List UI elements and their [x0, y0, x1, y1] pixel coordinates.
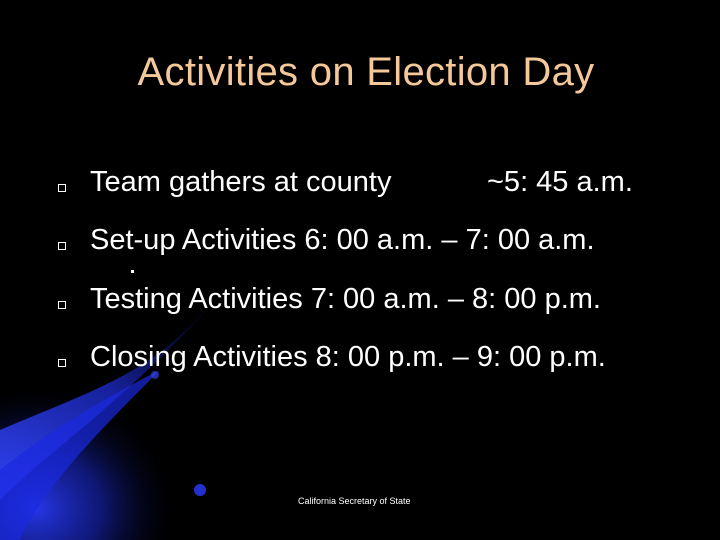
- hollow-square-bullet-icon: [58, 359, 66, 367]
- footer-text: California Secretary of State: [298, 496, 411, 506]
- bullet-text: Closing Activities 8: 00 p.m. – 9: 00 p.m.: [90, 341, 606, 373]
- bullet-text: Team gathers at county: [90, 166, 392, 198]
- bullet-item: [0, 166, 720, 210]
- hollow-square-bullet-icon: [58, 242, 66, 250]
- bullet-item: [0, 283, 720, 327]
- hollow-square-bullet-icon: [58, 301, 66, 309]
- bullet-item: [0, 224, 720, 268]
- bullet-time: ~5: 45 a.m.: [487, 166, 633, 198]
- slide-title: Activities on Election Day: [137, 50, 595, 94]
- bullet-item: [0, 341, 720, 385]
- bullet-text: Set-up Activities 6: 00 a.m. – 7: 00 a.m.: [90, 224, 595, 256]
- bullet-text: Testing Activities 7: 00 a.m. – 8: 00 p.m.: [90, 283, 601, 315]
- hollow-square-bullet-icon: [58, 184, 66, 192]
- stray-dot: [131, 270, 134, 273]
